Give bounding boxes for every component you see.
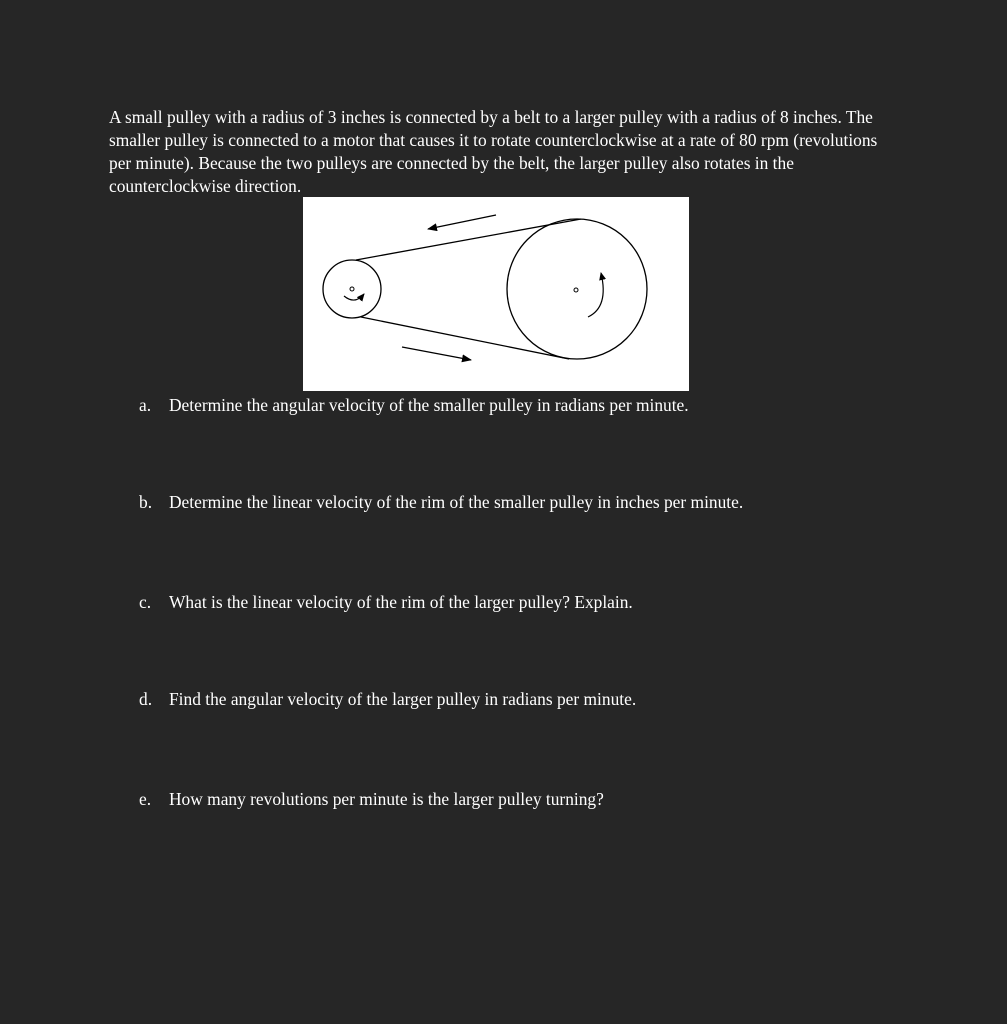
pulley-belt-diagram-icon [303,197,689,391]
question-letter: e. [139,789,152,809]
belt-lower [361,317,569,359]
question-d [139,688,636,710]
question-c [139,591,633,613]
question-text: Determine the angular velocity of the smaller pulley in radians per minute. [169,395,689,415]
question-letter: d. [139,689,153,709]
pulley-figure [303,197,689,391]
question-text: Find the angular velocity of the larger pulley in radians per minute. [169,689,637,709]
question-letter: c. [139,592,152,612]
question-text: How many revolutions per minute is the larger pulley turning? [169,789,604,809]
belt-direction-arrow-upper [428,215,496,229]
large-pulley-axle [574,288,578,292]
large-pulley-rotation-arrow [588,273,603,317]
small-pulley [323,260,381,318]
question-letter: b. [139,492,153,512]
large-pulley [507,219,647,359]
question-text: What is the linear velocity of the rim of the larger pulley? Explain. [169,592,633,612]
question-b [139,491,743,513]
small-pulley-axle [350,287,354,291]
small-pulley-rotation-arrow [344,294,364,300]
question-letter: a. [139,395,152,415]
belt-direction-arrow-lower [402,347,471,360]
problem-intro: A small pulley with a radius of 3 inches is connected by a belt to a larger pulley with a radius of 8 inches. The smaller pulley is connected to a motor that causes it to rotate counterclockwise at a rate of 80 rpm (revolutions per minute). Because the two pulleys are connected by the belt, the larger pulley also rotates in the counterclockwise direction. [109,107,878,196]
question-text: Determine the linear velocity of the rim of the smaller pulley in inches per minute. [169,492,744,512]
question-a [139,394,689,416]
belt-upper [356,219,581,260]
question-e [139,788,604,810]
